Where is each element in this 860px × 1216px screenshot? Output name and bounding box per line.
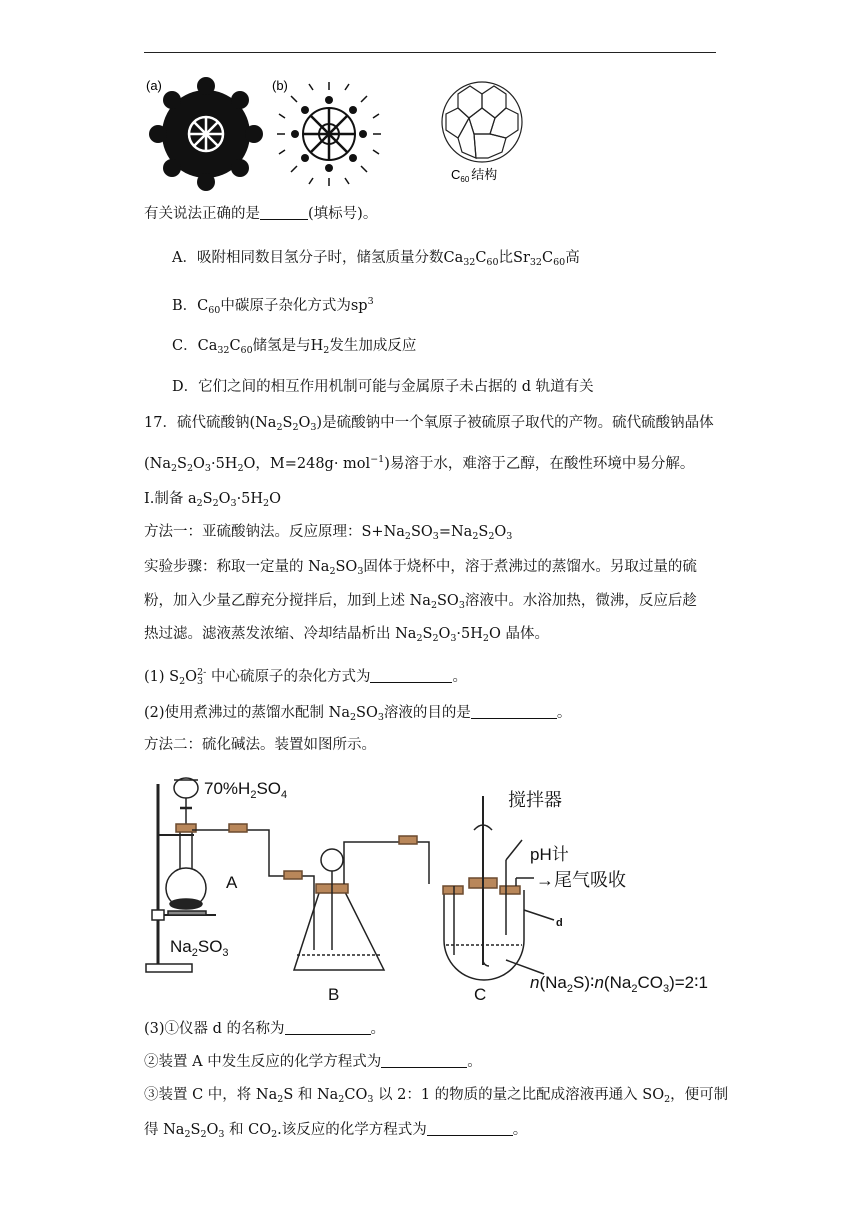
q17-part1-title: I.制备 $a_2S_2O_3\cdot 5H_2O$ — [144, 491, 281, 509]
figure-a-label: (a) — [146, 78, 162, 93]
answer-blank — [471, 704, 557, 719]
tail-gas-label: →尾气吸收 — [536, 870, 626, 890]
q17-question3-4: 得 $Na_2S_2O_3$ 和 $CO_2$.该反应的化学方程式为 。 — [144, 1122, 528, 1140]
ph-meter-label: pH计 — [530, 845, 569, 864]
answer-blank — [285, 1020, 371, 1035]
label-C: C — [474, 985, 487, 1004]
q17-question3-2: ②装置 A 中发生反应的化学方程式为 。 — [144, 1054, 482, 1070]
label-A: A — [226, 873, 238, 892]
q17-question2: (2)使用煮沸过的蒸馏水配制 $Na_2SO_3$溶液的目的是 。 — [144, 705, 572, 723]
answer-blank — [370, 668, 452, 683]
q16-option-a: A．吸附相同数目氢分子时，储氢质量分数$Ca_{32}C_{60}$比$Sr_{32}C_{60}$高 — [172, 250, 580, 268]
q17-method1: 方法一：亚硫酸钠法。反应原理：$S+Na_2SO_3=Na_2S_2O_3$ — [144, 524, 513, 542]
q16-option-b: B．$C_{60}$中碳原子杂化方式为$sp^3$ — [172, 296, 374, 316]
ratio-label: $n(Na_2S)∶n(Na_2CO_3)=2∶1$ — [530, 973, 708, 995]
q16-stem: 有关说法正确的是 (填标号)。 — [144, 206, 378, 222]
apparatus-diagram — [144, 760, 744, 1005]
q17-intro-line1: 17．硫代硫酸钠$(Na_2S_2O_3)$是硫酸钠中一个氧原子被硫原子取代的产物。硫代硫酸钠晶体 — [144, 415, 714, 433]
q17-question3-1: (3)①仪器 d 的名称为 。 — [144, 1021, 386, 1037]
figure-b-label: (b) — [272, 78, 288, 93]
header-rule — [144, 52, 716, 53]
label-d: d — [556, 917, 563, 929]
q17-question3-3: ③装置 C 中，将 $Na_2S$ 和 $Na_2CO_3$ 以 2：1 的物质的量之比配成溶液再通入 $SO_2$，便可制 — [144, 1087, 729, 1105]
q17-intro-line2: ($Na_2S_2O_3\cdot 5H_2O$，M=248g· mol$^{-1}$)易溶于水，难溶于乙醇，在酸性环境中易分解。 — [144, 454, 695, 474]
c60-cage — [442, 82, 522, 162]
answer-blank — [381, 1053, 467, 1068]
molecule-figures — [144, 72, 716, 192]
answer-blank — [260, 205, 308, 220]
q16-option-d: D．它们之间的相互作用机制可能与金属原子未占据的 d 轨道有关 — [172, 379, 594, 395]
q16-option-c: C．$Ca_{32}C_{60}$储氢是与$H_2$发生加成反应 — [172, 338, 417, 356]
answer-blank — [427, 1121, 513, 1136]
q17-question1: (1) $S_2O_3^{2-}$ 中心硫原子的杂化方式为 。 — [144, 667, 467, 687]
figure-a-structure — [149, 77, 263, 191]
stirrer-label: 搅拌器 — [508, 790, 562, 810]
acid-label: $70\%H_2SO_4$ — [204, 779, 288, 801]
c60-caption: $C_{60}$ 结构 — [451, 167, 498, 184]
q17-steps-line2: 粉，加入少量乙醇充分搅拌后，加到上述 $Na_2SO_3$溶液中。水浴加热，微沸，反应后趁 — [144, 593, 697, 611]
q17-method2: 方法二：硫化碱法。装置如图所示。 — [144, 737, 376, 753]
figure-b-structure — [277, 82, 381, 186]
q17-steps-line1: 实验步骤：称取一定量的 $Na_2SO_3$固体于烧杯中，溶于煮沸过的蒸馏水。另取过量的硫 — [144, 559, 697, 577]
reagent-label: $Na_2SO_3$ — [170, 937, 229, 959]
q17-steps-line3: 热过滤。滤液蒸发浓缩、冷却结晶析出 $Na_2S_2O_3\cdot 5H_2O$ 晶体。 — [144, 626, 549, 644]
label-B: B — [328, 985, 340, 1004]
